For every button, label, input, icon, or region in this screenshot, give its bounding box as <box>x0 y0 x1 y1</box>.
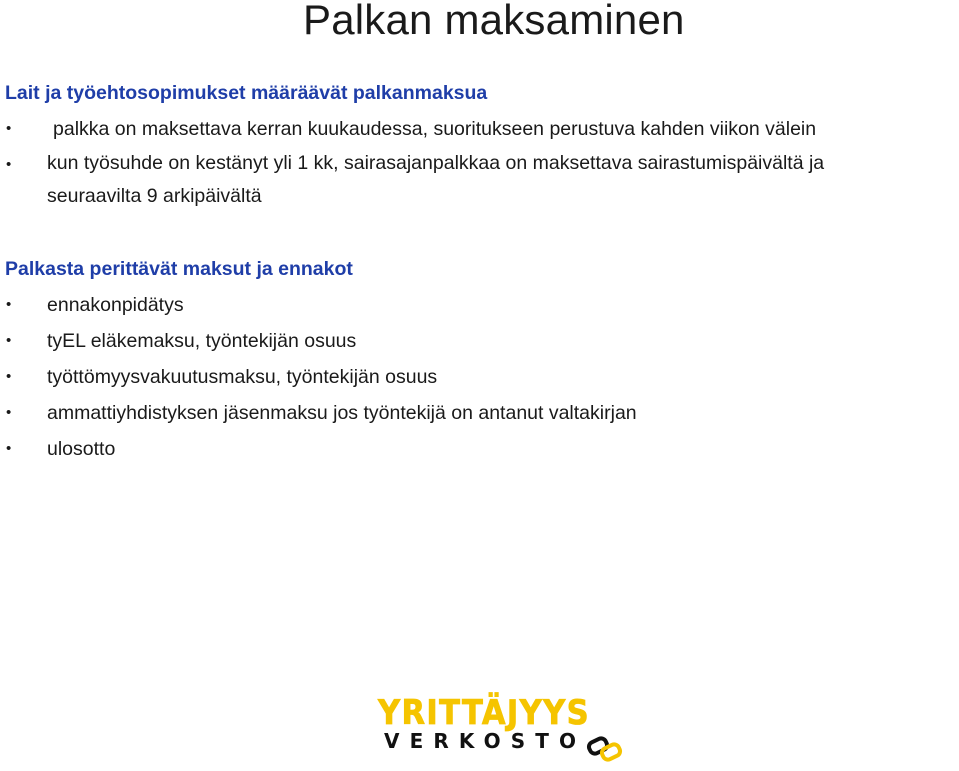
logo-link-icon <box>587 737 621 761</box>
bullet-icon: • <box>6 368 12 385</box>
bullet-icon: • <box>6 440 12 457</box>
list-item-text: tyEL eläkemaksu, työntekijän osuus <box>47 330 357 352</box>
bullet-icon: • <box>6 404 12 421</box>
list-item <box>0 359 959 395</box>
section-heading-deductions: Palkasta perittävät maksut ja ennakot <box>5 258 353 280</box>
slide-title: Palkan maksaminen <box>303 0 685 43</box>
bullet-list-laws <box>0 111 959 213</box>
logo-graphic <box>376 686 626 766</box>
list-item-text: kun työsuhde on kestänyt yli 1 kk, sairasajanpalkkaa on maksettava sairastumispäivältä ja seuraavilta 9 arkipäivältä <box>47 152 825 207</box>
list-item-text: palkka on maksettava kerran kuukaudessa, suoritukseen perustuva kahden viikon välein <box>53 118 817 140</box>
section-heading-laws: Lait ja työehtosopimukset määräävät palkanmaksua <box>5 82 488 104</box>
list-item <box>0 287 959 323</box>
list-item <box>0 323 959 359</box>
logo-line2-text: VERKOSTO <box>384 729 584 753</box>
bullet-icon: • <box>6 332 12 349</box>
list-item-text: ulosotto <box>47 438 116 460</box>
logo-line1-text: YRITTÄJYYS <box>378 693 614 733</box>
list-item <box>0 395 959 431</box>
list-item-text: työttömyysvakuutusmaksu, työntekijän osuus <box>47 366 438 388</box>
list-item <box>0 431 959 467</box>
list-item <box>0 147 915 213</box>
yrittajyys-verkosto-logo <box>376 686 626 766</box>
bullet-icon: • <box>6 120 12 137</box>
bullet-list-deductions <box>0 287 959 467</box>
bullet-icon: • <box>6 156 12 173</box>
list-item <box>0 111 959 147</box>
list-item-text: ammattiyhdistyksen jäsenmaksu jos työntekijä on antanut valtakirjan <box>47 402 637 424</box>
bullet-icon: • <box>6 296 12 313</box>
list-item-text: ennakonpidätys <box>47 294 184 316</box>
